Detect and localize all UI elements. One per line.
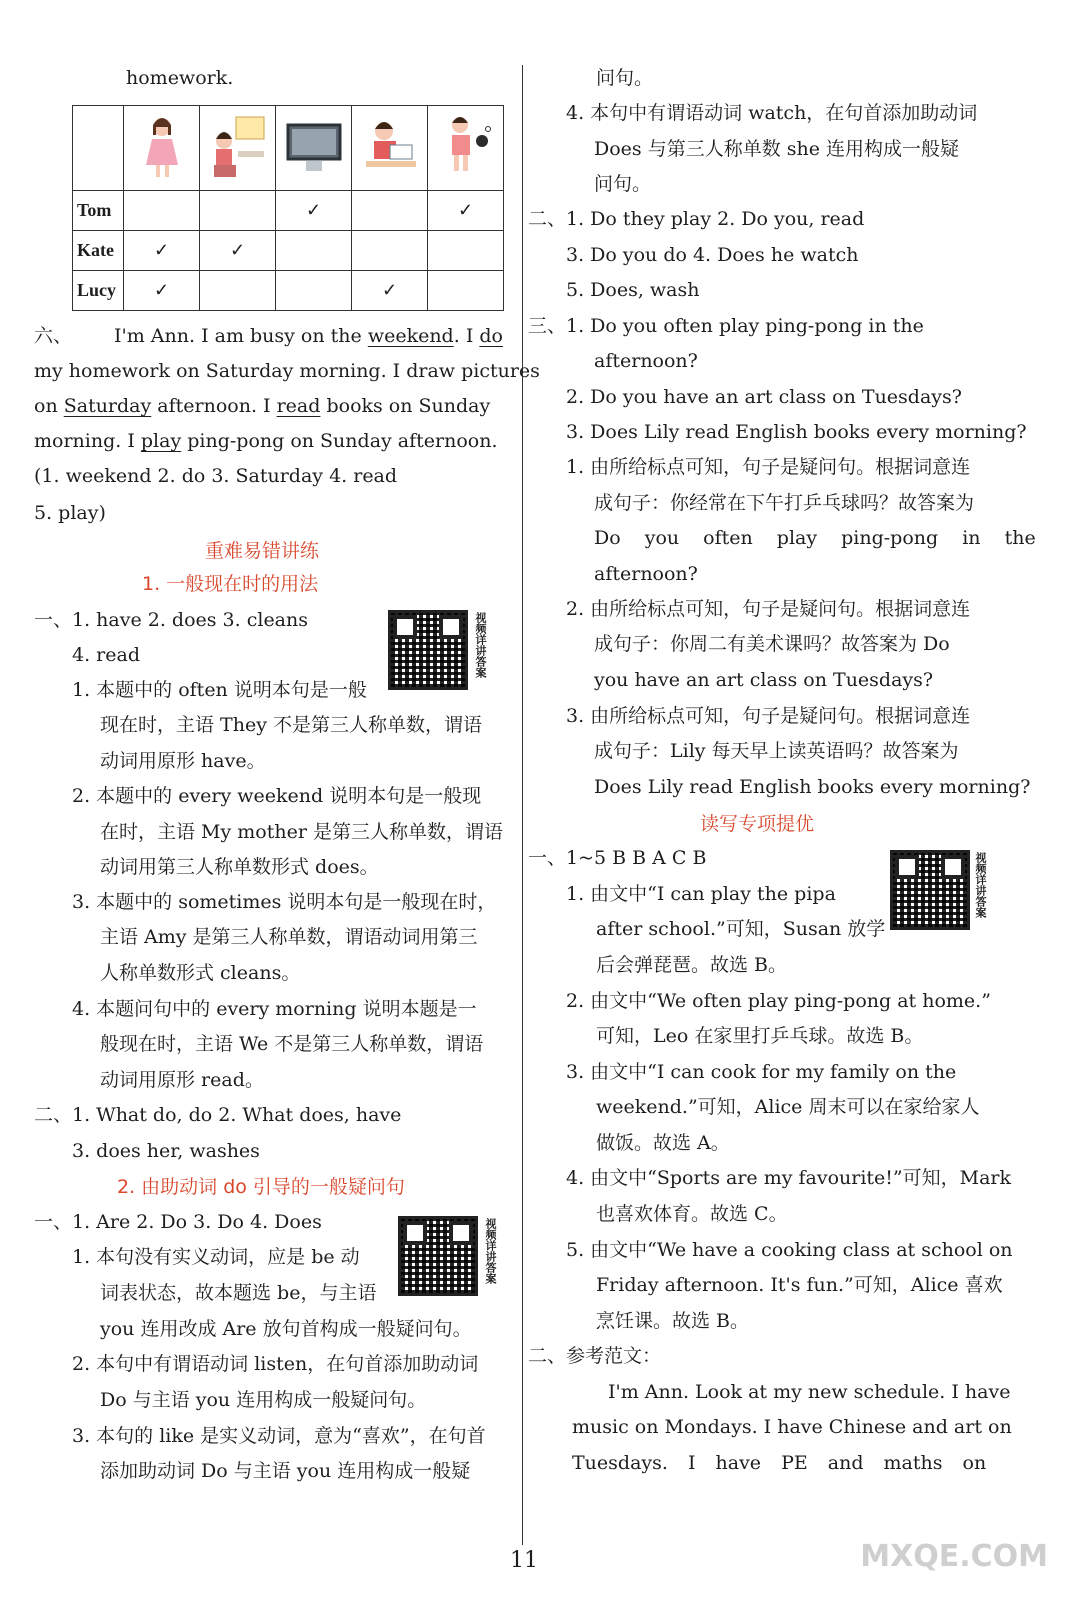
check-mark: ✓ — [276, 191, 352, 231]
watermark-logo: MXQE.COM — [860, 1539, 1048, 1574]
table-row — [73, 191, 504, 231]
six-marker: 六、 — [34, 325, 73, 347]
qr-label: 视频详讲答案 — [484, 1218, 497, 1284]
row-name: Kate — [73, 231, 124, 271]
page-number: 11 — [510, 1548, 538, 1573]
qr-code[interactable] — [890, 850, 970, 930]
subsection-title-2: 2. 由助动词 do 引导的一般疑问句 — [117, 1176, 405, 1198]
section-title-reading-writing: 读写专项提优 — [700, 813, 815, 835]
row-name: Tom — [73, 191, 124, 231]
check-mark: ✓ — [428, 191, 504, 231]
qr-code[interactable] — [398, 1216, 478, 1296]
picture-girl-pingpong — [428, 106, 504, 191]
check-mark: ✓ — [124, 231, 200, 271]
picture-tv-watching — [276, 106, 352, 191]
check-mark: ✓ — [200, 231, 276, 271]
qr-label: 视频详讲答案 — [974, 852, 987, 918]
schedule-table — [72, 105, 504, 311]
picture-girl-reading — [352, 106, 428, 191]
row-name: Lucy — [73, 271, 124, 311]
picture-girl-dancing — [124, 106, 200, 191]
subsection-title-1: 1. 一般现在时的用法 — [142, 573, 319, 595]
column-divider — [522, 65, 523, 1545]
check-mark: ✓ — [352, 271, 428, 311]
qr-label: 视频详讲答案 — [474, 612, 487, 678]
section-title-key-points: 重难易错讲练 — [205, 540, 320, 562]
table-row — [73, 231, 504, 271]
picture-girl-drawing — [200, 106, 276, 191]
qr-code[interactable] — [388, 610, 468, 690]
top-fragment: homework. — [126, 67, 234, 89]
table-row — [73, 271, 504, 311]
check-mark: ✓ — [124, 271, 200, 311]
